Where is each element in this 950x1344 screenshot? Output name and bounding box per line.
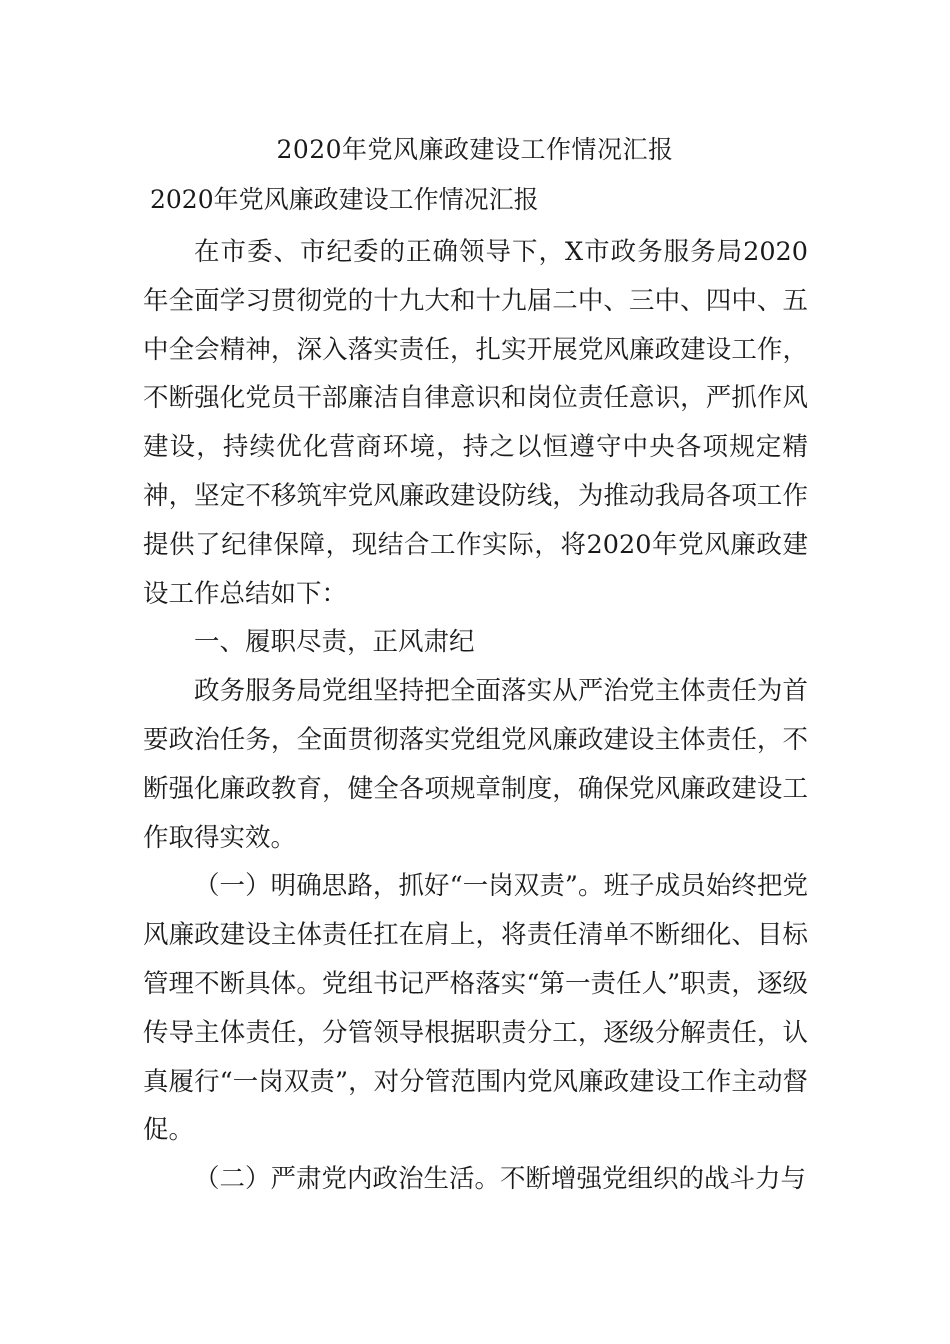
section-heading-1: 一、履职尽责，正风肃纪 xyxy=(194,627,475,658)
document-body xyxy=(143,228,808,1204)
paragraph-section-1: 政务服务局党组坚持把全面落实从严治党主体责任为首要政治任务，全面贯彻落实党组党风廉政建设主体责任，不断强化廉政教育，健全各项规章制度，确保党风廉政建设工作取得实效。 xyxy=(143,676,808,853)
paragraph-item-2: （二）严肃党内政治生活。不断增强党组织的战斗力与 xyxy=(194,1164,807,1195)
document-title: 2020年党风廉政建设工作情况汇报 xyxy=(276,135,674,164)
paragraph-item-1: （一）明确思路，抓好“一岗双责”。班子成员始终把党风廉政建设主体责任扛在肩上，将责任清单不断细化、目标管理不断具体。党组书记严格落实“第一责任人”职责，逐级传导主体责任，分管领导根据职责分工，逐级分解责任，认真履行“一岗双责”，对分管范围内党风廉政建设工作主动督促。 xyxy=(143,871,808,1146)
document-subtitle: 2020年党风廉政建设工作情况汇报 xyxy=(150,185,539,214)
paragraph-intro: 在市委、市纪委的正确领导下，X市政务服务局2020年全面学习贯彻党的十九大和十九届二中、三中、四中、五中全会精神，深入落实责任，扎实开展党风廉政建设工作，不断强化党员干部廉洁自律意识和岗位责任意识，严抓作风建设，持续优化营商环境，持之以恒遵守中央各项规定精神，坚定不移筑牢党风廉政建设防线，为推动我局各项工作提供了纪律保障，现结合工作实际，将2020年党风廉政建设工作总结如下： xyxy=(143,237,808,609)
